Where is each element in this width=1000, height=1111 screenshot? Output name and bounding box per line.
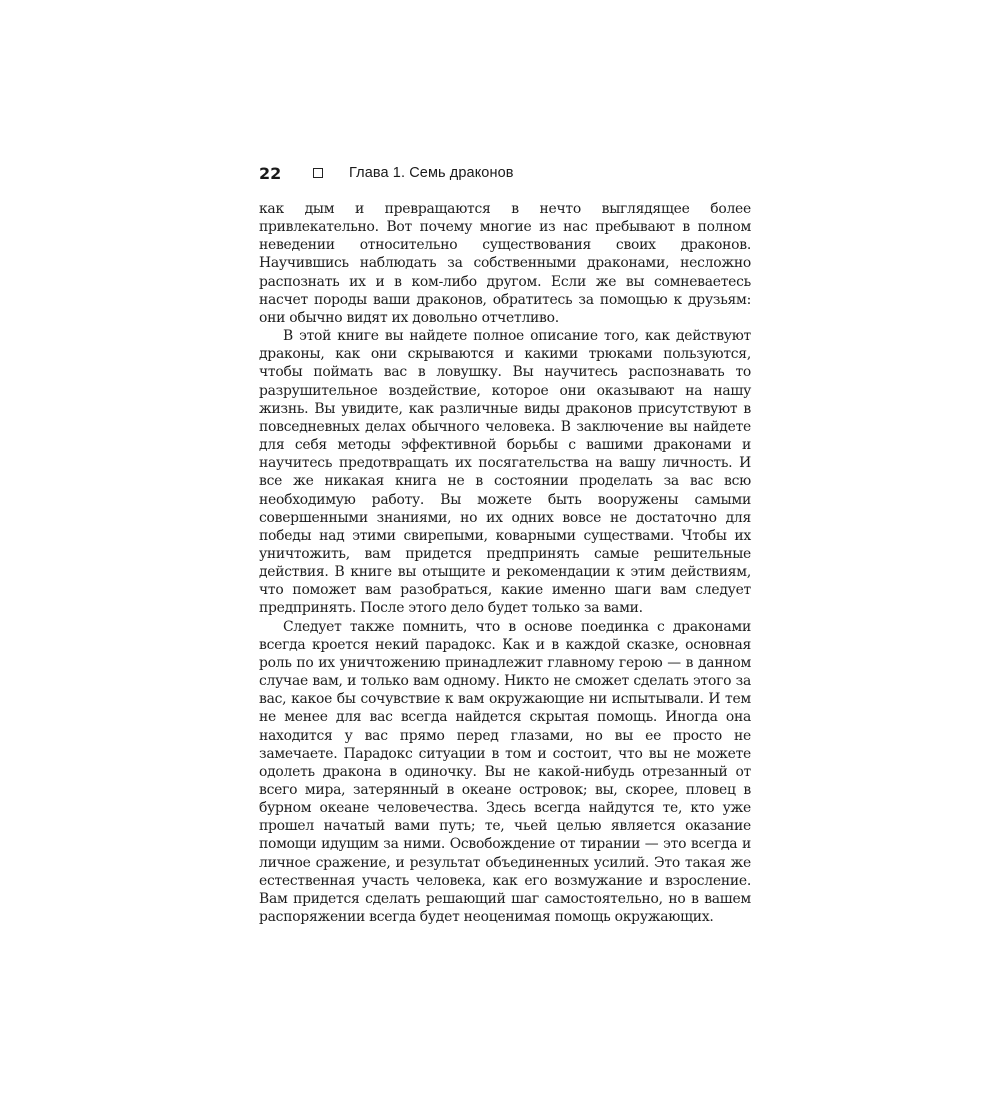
paragraph-continued: как дым и превращаются в нечто выглядящее более привлекательно. Вот почему многие из нас пребывают в полном неведении относительно существования своих драконов. Научившись наблюдать за собственными драконами, несложно распознать их и в ком-либо другом. Если же вы сомневаетесь насчет породы ваши драконов, обратитесь за помощью к друзьям: они обычно видят их довольно отчетливо. [259, 201, 751, 326]
body-text [259, 200, 751, 926]
square-bullet-icon [313, 168, 323, 178]
paragraph: В этой книге вы найдете полное описание того, как действуют драконы, как они скрываются и какими трюками пользуются, чтобы поймать вас в ловушку. Вы научитесь распознавать то разрушительное воздействие, которое они оказывают на нашу жизнь. Вы увидите, как различные виды драконов присутствуют в повседневных делах обычного человека. В заключение вы найдете для себя методы эффективной борьбы с вашими драконами и научитесь предотвращать их посягательства на вашу личность. И все же никакая книга не в состоянии проделать за вас всю необходимую работу. Вы можете быть вооружены самыми совершенными знаниями, но их одних вовсе не достаточно для победы над этими свирепыми, коварными существами. Чтобы их уничтожить, вам придется предпринять самые решительные действия. В книге вы отыщите и рекомендации к этим действиям, что поможет вам разобраться, какие именно шаги вам следует предпринять. После этого дело будет только за вами. [259, 328, 751, 617]
running-header [259, 160, 751, 186]
paragraph: Следует также помнить, что в основе поединка с драконами всегда кроется некий парадокс. Как и в каждой сказке, основная роль по их уничтожению принадлежит главному герою — в данном случае вам, и только вам одному. Никто не сможет сделать этого за вас, какое бы сочувствие к вам окружающие ни испытывали. И тем не менее для вас всегда найдется скрытая помощь. Иногда она находится у вас прямо перед глазами, но вы ее просто не замечаете. Парадокс ситуации в том и состоит, что вы не можете одолеть дракона в одиночку. Вы не какой-нибудь отрезанный от всего мира, затерянный в океане островок; вы, скорее, пловец в бурном океане человечества. Здесь всегда найдутся те, кто уже прошел начатый вами путь; те, чьей целью является оказание помощи идущим за ними. Освобождение от тирании — это всегда и личное сражение, и результат объединенных усилий. Это такая же естественная участь человека, как его возмужание и взросление. Вам придется сделать решающий шаг самостоятельно, но в вашем распоряжении всегда будет неоценимая помощь окружающих. [259, 618, 751, 926]
page-number: 22 [259, 163, 282, 183]
book-page [259, 160, 751, 926]
chapter-title: Глава 1. Семь драконов [349, 165, 514, 181]
